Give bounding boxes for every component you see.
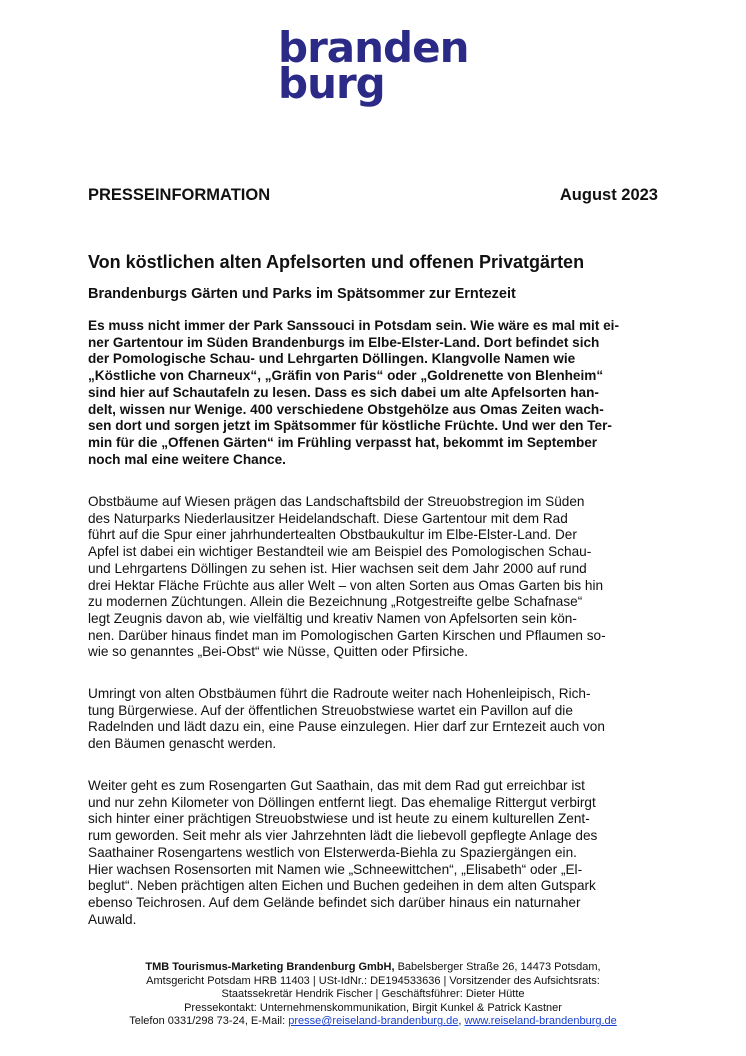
- paragraph-line: den Bäumen genascht werden.: [88, 736, 277, 752]
- press-header: [88, 186, 658, 205]
- paragraph-line: „Köstliche von Charneux“, „Gräfin von Paris“ oder „Goldrenette von Blenheim“: [88, 368, 604, 384]
- paragraph-line: wie so genanntes „Bei-Obst“ wie Nüsse, Quitten oder Pfirsiche.: [88, 644, 469, 660]
- paragraph-line: Apfel ist dabei ein wichtiger Bestandteil wie am Beispiel des Pomologischen Schau-: [88, 544, 592, 560]
- body-paragraph: [88, 686, 605, 753]
- paragraph-line: tung Bürgerwiese. Auf der öffentlichen Streuobstwiese wartet ein Pavillon auf die: [88, 702, 573, 718]
- footer-sep: ,: [458, 1015, 465, 1028]
- paragraph-line: sen dort und sorgen jetzt im Spätsommer für köstliche Früchte. Und wer den Ter-: [88, 418, 612, 434]
- paragraph-line: nen. Darüber hinaus findet man im Pomologischen Garten Kirschen und Pflaumen so-: [88, 627, 606, 643]
- paragraph-line: Es muss nicht immer der Park Sanssouci in Potsdam sein. Wie wäre es mal mit ei-: [88, 318, 619, 333]
- footer-line: [0, 961, 746, 975]
- press-label: PRESSEINFORMATION: [88, 186, 271, 204]
- website-link[interactable]: www.reiseland-brandenburg.de: [464, 1015, 617, 1028]
- logo-line-1: branden: [278, 23, 469, 72]
- paragraph-line: sind hier auf Schautafeln zu lesen. Dass es sich dabei um alte Apfelsorten han-: [88, 384, 599, 400]
- paragraph-line: drei Hektar Fläche Früchte aus aller Welt – von alten Sorten aus Omas Garten bis hin: [88, 577, 604, 593]
- email-link[interactable]: presse@reiseland-brandenburg.de: [288, 1015, 459, 1028]
- paragraph-line: rum geworden. Seit mehr als vier Jahrzehnten lädt die liebevoll gepflegte Anlage des: [88, 828, 598, 844]
- paragraph-line: ebenso Teichrosen. Auf dem Gelände befindet sich darüber hinaus ein naturnaher: [88, 894, 581, 910]
- paragraph-line: min für die „Offenen Gärten“ im Frühling verpasst hat, bekommt im September: [88, 434, 598, 450]
- paragraph-line: Hier wachsen Rosensorten mit Namen wie „Schneewittchen“, „Elisabeth“ oder „El-: [88, 861, 583, 877]
- paragraph-line: ner Gartentour im Süden Brandenburgs im Elbe-Elster-Land. Dort befindet sich: [88, 334, 600, 350]
- footer-company: TMB Tourismus-Marketing Brandenburg GmbH,: [145, 961, 395, 973]
- paragraph-line: Weiter geht es zum Rosengarten Gut Saathain, das mit dem Rad gut erreichbar ist: [88, 778, 585, 793]
- footer-press-contact: Pressekontakt: Unternehmenskommunikation, Birgit Kunkel & Patrick Kastner: [184, 1001, 562, 1014]
- logo-line-2: [278, 59, 468, 108]
- footer-contact: [0, 1015, 746, 1029]
- paragraph-line: legt Zeugnis davon ab, wie vielfältig und kreativ Namen von Apfelsorten sein kön-: [88, 610, 577, 626]
- footer: [0, 961, 746, 1029]
- paragraph-line: Umringt von alten Obstbäumen führt die Radroute weiter nach Hohenleipisch, Rich-: [88, 686, 591, 701]
- body-paragraph: [88, 778, 597, 928]
- paragraph-line: der Pomologische Schau- und Lehrgarten Döllingen. Klangvolle Namen wie: [88, 351, 576, 367]
- paragraph-line: und Lehrgartens Döllingen zu sehen ist. Hier wachsen seit dem Jahr 2000 auf rund: [88, 560, 587, 576]
- footer-address: Babelsberger Straße 26, 14473 Potsdam,: [394, 961, 601, 973]
- paragraph-line: Auwald.: [88, 911, 137, 927]
- paragraph-line: Obstbäume auf Wiesen prägen das Landschaftsbild der Streuobstregion im Süden: [88, 494, 585, 509]
- paragraph-line: zu modernen Züchtungen. Allein die Bezeichnung „Rotgestreifte gelbe Schafnase“: [88, 594, 583, 610]
- footer-phone: Telefon 0331/298 73-24, E-Mail:: [129, 1015, 289, 1028]
- paragraph-line: und nur zehn Kilometer von Döllingen entfernt liegt. Das ehemalige Rittergut verbirgt: [88, 794, 596, 810]
- page-title: Von köstlichen alten Apfelsorten und offenen Privatgärten: [88, 252, 585, 272]
- paragraph-line: Saathainer Rosengartens westlich von Elsterwerda-Biehla zu Spaziergängen ein.: [88, 844, 577, 860]
- paragraph-line: delt, wissen nur Wenige. 400 verschiedene Obstgehölze aus Omas Zeiten wach-: [88, 401, 604, 417]
- paragraph-line: sich hinter einer prächtigen Streuobstwiese und ist heute zu einem kulturellen Zent-: [88, 811, 590, 827]
- paragraph-line: Radelnden und lädt dazu ein, eine Pause einzulegen. Hier darf zur Erntezeit auch von: [88, 719, 605, 735]
- page-subtitle: Brandenburgs Gärten und Parks im Spätsommer zur Erntezeit: [88, 286, 516, 302]
- paragraph-line: noch mal eine weitere Chance.: [88, 451, 286, 467]
- press-date: August 2023: [559, 186, 658, 204]
- lead-paragraph: [88, 318, 619, 468]
- paragraph-line: des Naturparks Niederlausitzer Heidelandschaft. Diese Gartentour mit dem Rad: [88, 510, 568, 526]
- footer-registry: Amtsgericht Potsdam HRB 11403 | USt-IdNr.: DE194533636 | Vorsitzender des Aufsichtsrats:: [146, 974, 600, 987]
- brandenburg-logo: [278, 23, 469, 108]
- paragraph-line: führt auf die Spur einer jahrhundertealten Obstbaukultur im Elbe-Elster-Land. Der: [88, 527, 577, 543]
- footer-management: Staatssekretär Hendrik Fischer | Geschäftsführer: Dieter Hütte: [221, 988, 525, 1001]
- body-paragraph: [88, 494, 606, 661]
- logo-line-2-text: burg: [278, 59, 385, 108]
- paragraph-line: beglut“. Neben prächtigen alten Eichen und Buchen gedeihen in dem alten Gutspark: [88, 878, 596, 894]
